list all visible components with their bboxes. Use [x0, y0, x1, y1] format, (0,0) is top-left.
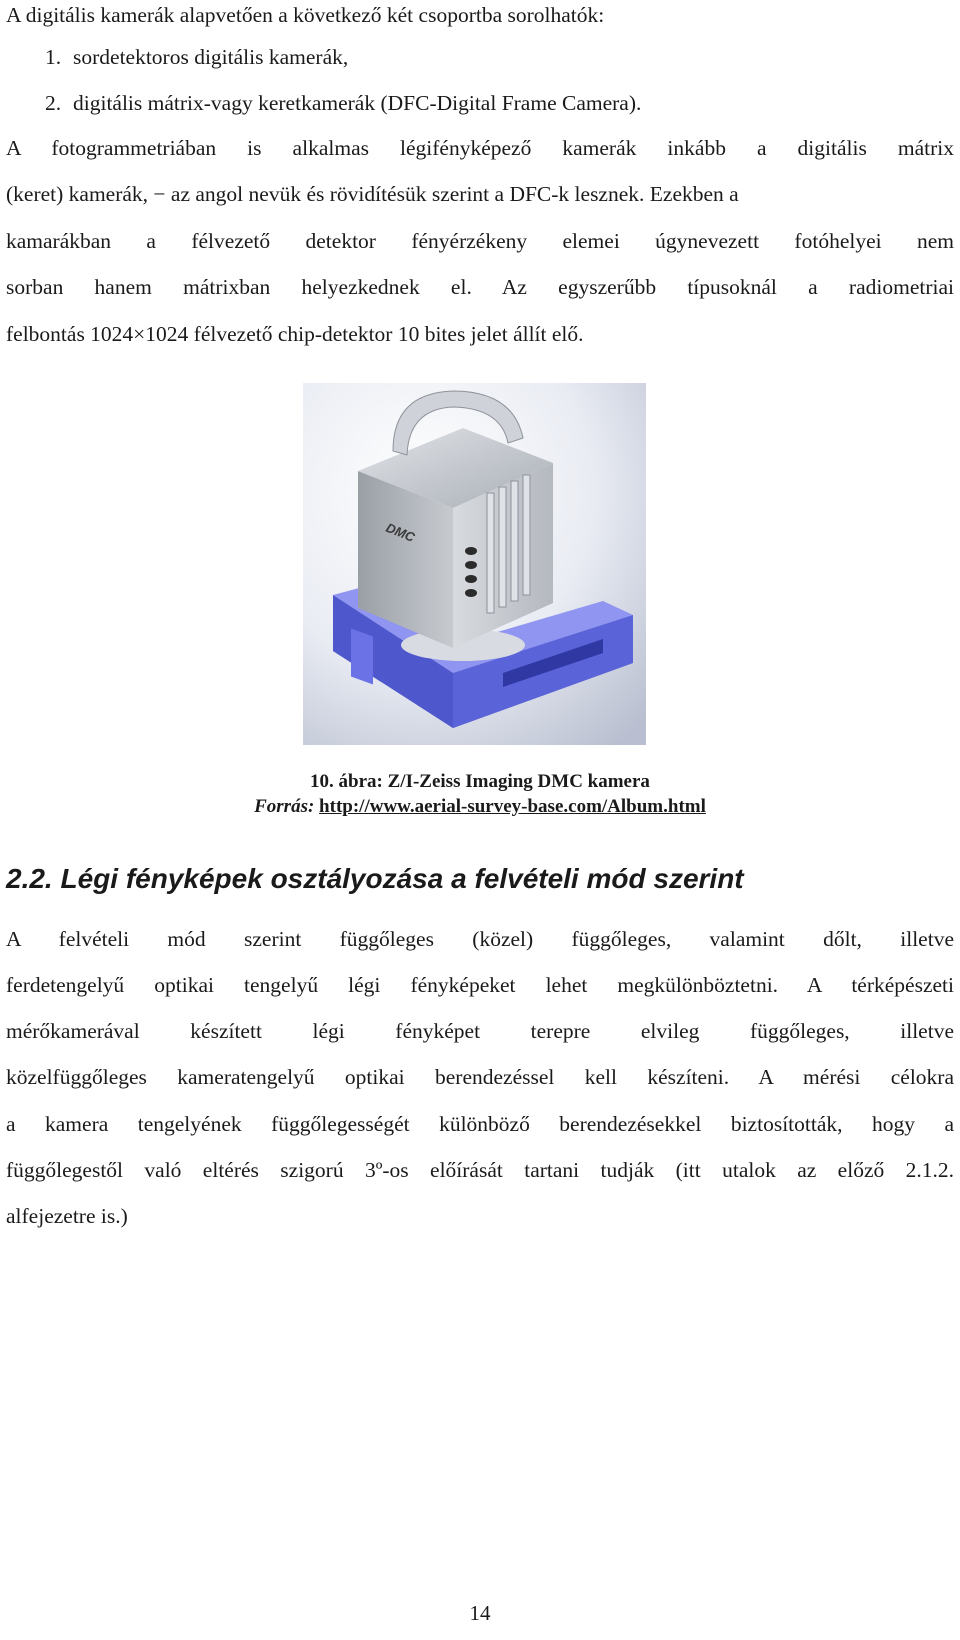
paragraph-line: mérőkamerával készített légi fényképet terepre elvileg függőleges, illetve [6, 1019, 954, 1043]
paragraph-line: közelfüggőleges kameratengelyű optikai berendezéssel kell készíteni. A mérési célokra [6, 1065, 954, 1089]
paragraph-line: sorban hanem mátrixban helyezkednek el. Az egyszerűbb típusoknál a radiometriai [6, 275, 954, 299]
paragraph-line: (keret) kamerák, − az angol nevük és rövidítésük szerint a DFC-k lesznek. Ezekben a [6, 182, 739, 206]
list-item [45, 90, 641, 116]
camera-figure [303, 383, 646, 745]
source-label: Forrás: [254, 796, 315, 817]
list-number: 2. [45, 91, 62, 115]
intro-text: A digitális kamerák alapvetően a következő két csoportba sorolhatók: [6, 3, 605, 27]
figure-caption: 10. ábra: Z/I-Zeiss Imaging DMC kamera [310, 771, 650, 792]
dmc-camera-photo-icon [303, 383, 646, 745]
list-item [45, 44, 348, 70]
list-number: 1. [45, 45, 62, 69]
paragraph-line: A fotogrammetriában is alkalmas légifényképező kamerák inkább a digitális mátrix [6, 136, 954, 160]
paragraph-line: a kamera tengelyének függőlegességét különböző berendezésekkel biztosították, hogy a [6, 1112, 954, 1136]
page-number: 14 [469, 1601, 491, 1625]
list-item-text: digitális mátrix-vagy keretkamerák (DFC-Digital Frame Camera). [73, 91, 642, 115]
source-link[interactable]: http://www.aerial-survey-base.com/Album.html [319, 796, 706, 817]
paragraph-line: kamarákban a félvezető detektor fényérzékeny elemei úgynevezett fotóhelyei nem [6, 229, 954, 253]
paragraph-line: ferdetengelyű optikai tengelyű légi fényképeket lehet megkülönböztetni. A térképészeti [6, 973, 954, 997]
paragraph-line: felbontás 1024×1024 félvezető chip-detektor 10 bites jelet állít elő. [6, 322, 584, 346]
figure-source [0, 796, 960, 818]
list-item-text: sordetektoros digitális kamerák, [73, 45, 349, 69]
section-heading: 2.2. Légi fényképek osztályozása a felvételi mód szerint [6, 863, 744, 894]
paragraph-line: A felvételi mód szerint függőleges (közel) függőleges, valamint dőlt, illetve [6, 927, 954, 951]
paragraph-line: alfejezetre is.) [6, 1204, 128, 1228]
svg-text:DMC: DMC [383, 519, 417, 545]
paragraph-line: függőlegestől való eltérés szigorú 3º-os előírását tartani tudják (itt utalok az előző 2.1.2. [6, 1158, 954, 1182]
